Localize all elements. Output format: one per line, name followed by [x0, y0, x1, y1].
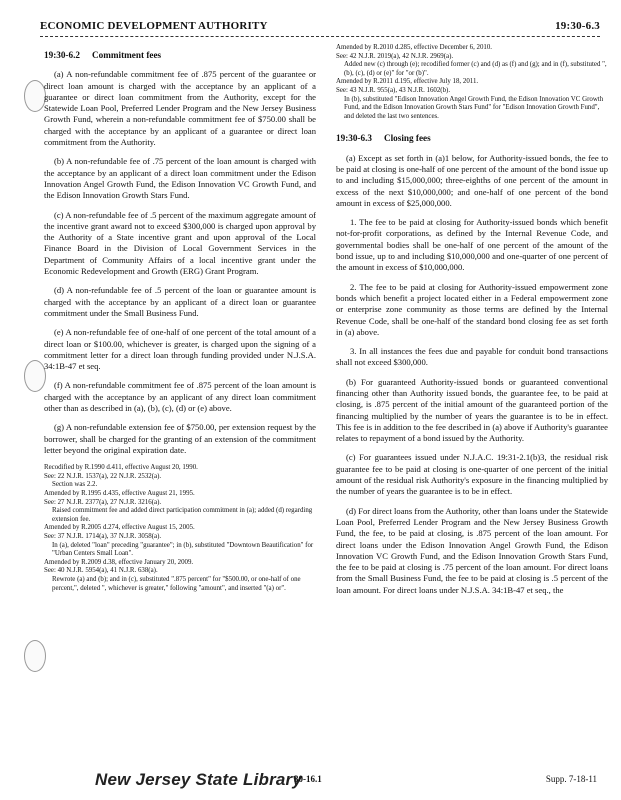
paragraph: (d) A non-refundable fee of .5 percent of the loan or guarantee amount is charged with the acceptance by an applicant of a direct loan or guarantee commitment under the Small Business Fund.: [44, 285, 316, 318]
history-line: Rewrote (a) and (b); and in (c), substituted ".875 percent" for "$500.00, or one-half of one percent,", deleted ", whichever is greater," following "amount", and inserted "(a) or".: [52, 575, 301, 592]
paragraph: (g) A non-refundable extension fee of $750.00, per extension request by the borrower, shall be charged for the granting of an extension of the commitment letter beyond the original expiration date.: [44, 422, 316, 455]
subparagraph: 2. The fee to be paid at closing for Authority-issued empowerment zone bonds which benefit a project located either in a Federal empowerment zone or enterprise zone community as those terms are defined by the Internal Revenue Code, shall be one-half of the standard bond closing fee as set forth in (a) above.: [336, 281, 608, 337]
history-line: See: 42 N.J.R. 2019(a), 42 N.J.R. 2969(a).: [336, 52, 454, 60]
paragraph: (b) For guaranteed Authority-issued bonds or guaranteed conventional financing other than Authority issued bonds, the guarantee fee, to be paid at closing, is .875 percent of the initial amount of the guaranteed portion of the financing multiplied by the number of years the guarantee is to be in effect. This fee is in addition to the fee described in (a) above if Authority's guarantee relates to repayment of a bond issued by the Authority.: [336, 376, 608, 444]
header-title: ECONOMIC DEVELOPMENT AUTHORITY: [40, 20, 268, 32]
section-title: Closing fees: [383, 133, 431, 144]
running-header: [40, 20, 600, 37]
history-line: In (b), substituted "Edison Innovation Angel Growth Fund, the Edison Innovation VC Growth Fund, and the Edison Innovation Growth Stars Fund" for "Edison Innovation Growth Fund", and deleted the last two sentences.: [344, 95, 604, 120]
subparagraph: 3. In all instances the fees due and payable for conduit bond transactions shall not exceed $300,000.: [336, 346, 608, 368]
paragraph: (c) A non-refundable fee of .5 percent of the maximum aggregate amount of the incentive grant award not to exceed $300,000 is charged upon approval by the Authority of a State incentive grant and upon approval of the Local Finance Board in the Division of Local Government Services in the Department of Community Affairs of a local incentive grant under the Economic Redevelopment and Growth (ERG) Grant Program.: [44, 209, 316, 277]
history-line: Amended by R.2005 d.274, effective August 15, 2005.: [44, 524, 195, 532]
section-heading: [44, 50, 316, 61]
header-code: 19:30-6.3: [555, 20, 600, 32]
paragraph: (e) A non-refundable fee of one-half of one percent of the total amount of a direct loan or $100.00, whichever is greater, is charged upon the signing of a commitment letter for a direct loan through funding provided under N.J.S.A. 34:1B-47 et seq.: [44, 327, 316, 372]
paragraph: (f) A non-refundable commitment fee of .875 percent of the loan amount is charged with the acceptance by an applicant of any direct loan commitment other than as described in (a), (b), (c), (d) or (e) above.: [44, 380, 316, 414]
punch-hole: [24, 80, 46, 112]
left-column: [44, 44, 316, 597]
punch-hole: [24, 640, 46, 672]
paragraph: (c) For guarantees issued under N.J.A.C. 19:31-2.1(b)3, the residual risk guarantee fee to be paid at closing is one-quarter of one percent of the initial amount of the residual risk Authority's exposure in the financing multiplied by the number of years the guarantee is to be in effect.: [336, 452, 608, 497]
history-line: Amended by R.1995 d.435, effective August 21, 1995.: [44, 489, 195, 497]
page-footer: [0, 770, 621, 790]
section-title: Commitment fees: [91, 50, 162, 60]
section-heading: [336, 133, 608, 144]
subparagraphs: [336, 217, 608, 369]
history-line: See: 27 N.J.R. 2377(a), 27 N.J.R. 3216(a).: [44, 498, 162, 506]
paragraph: (a) Except as set forth in (a)1 below, for Authority-issued bonds, the fee to be paid at closing is one-half of one percent of the amount of the bond issue up to and including $15,000,000; three-eighths of one percent of the amount in excess of the next $10,000,000; and one-half of one percent of the bond amount in excess of $25,000,000.: [336, 152, 608, 208]
section-number: 19:30-6.3: [336, 133, 372, 144]
history-line: Amended by R.2011 d.195, effective July 18, 2011.: [336, 78, 479, 86]
subparagraph: 1. The fee to be paid at closing for Authority-issued bonds which benefit not-for-profit corporations, as defined by the Internal Revenue Code, and governmental bodies shall be one-half of one percent of the amount of the bond issue, up to and including $10,000,000 and one-quarter of one percent of the amount in excess of $10,000,000.: [336, 217, 608, 273]
history-line: See: 43 N.J.R. 955(a), 43 N.J.R. 1602(b).: [336, 86, 451, 94]
history-line: In (a), deleted "loan" preceding "guarantee"; in (b), substituted "Downtown Beautification" for "Urban Centers Small Loan".: [52, 541, 314, 558]
library-stamp: New Jersey State Library: [95, 770, 303, 789]
section-number: 19:30-6.2: [44, 50, 80, 60]
history-line: See: 37 N.J.R. 1714(a), 37 N.J.R. 3058(a).: [44, 532, 162, 540]
supplement-date: Supp. 7-18-11: [545, 774, 597, 784]
right-column: [336, 44, 608, 604]
paragraph: (b) A non-refundable fee of .75 percent of the loan amount is charged with the acceptance by an applicant of a direct loan commitment under the Edison Innovation Angel Growth Fund, the Edison Innovation VC Growth Fund, and the Edison Innovation Growth Stars Fund.: [44, 156, 316, 201]
history-line: Recodified by R.1990 d.411, effective August 20, 1990.: [44, 464, 198, 472]
history-line: Added new (c) through (e); recodified former (c) and (d) as (f) and (g); and in (f), substituted ", (b), (c), (d) or (e)" for "or (b)".: [344, 61, 607, 77]
history-line: Section was 2.2.: [52, 481, 98, 489]
punch-hole: [24, 360, 46, 392]
history-line: See: 22 N.J.R. 1537(a), 22 N.J.R. 2532(a).: [44, 472, 162, 480]
paragraph: (d) For direct loans from the Authority, other than loans under the Statewide Loan Pool, Preferred Lender Program and the New Jersey Business Growth Fund, the fee, to be paid at closing, is .875 percent of the loan amount. For direct loans under the Edison Innovation Angel Growth Fund, the Edison Innovation VC Growth Fund, and the Edison Innovation Growth Stars Fund, the fee to be paid at closing is .75 percent of the loan amount. For direct loans from the Small Business Fund, the fee to be paid at closing is .5 percent of the loan amount. For direct loans under N.J.S.A. 34:1B-47 et seq., the: [336, 505, 608, 595]
history-line: See: 40 N.J.R. 5954(a), 41 N.J.R. 638(a).: [44, 567, 158, 575]
history-line: Raised commitment fee and added direct participation commitment in (a); added (d) regarding extension fee.: [52, 507, 313, 523]
history-line: Amended by R.2010 d.285, effective December 6, 2010.: [336, 44, 493, 51]
history-line: Amended by R.2009 d.38, effective January 20, 2009.: [44, 558, 194, 566]
history-notes: [44, 464, 316, 593]
history-notes: [336, 44, 608, 121]
paragraph: (a) A non-refundable commitment fee of .875 percent of the guarantee or direct loan amount is charged with the acceptance by an applicant of a guarantee or direct loan commitment from the Authority, except for the Statewide Loan Pool, Preferred Lender Program and the New Jersey Business Growth Fund, wherein a non-refundable commitment fee of $750.00 shall be charged with the acceptance by an applicant of a guarantee or direct loan commitment from the Authority.: [44, 69, 316, 148]
page-number: 30-16.1: [294, 774, 322, 784]
